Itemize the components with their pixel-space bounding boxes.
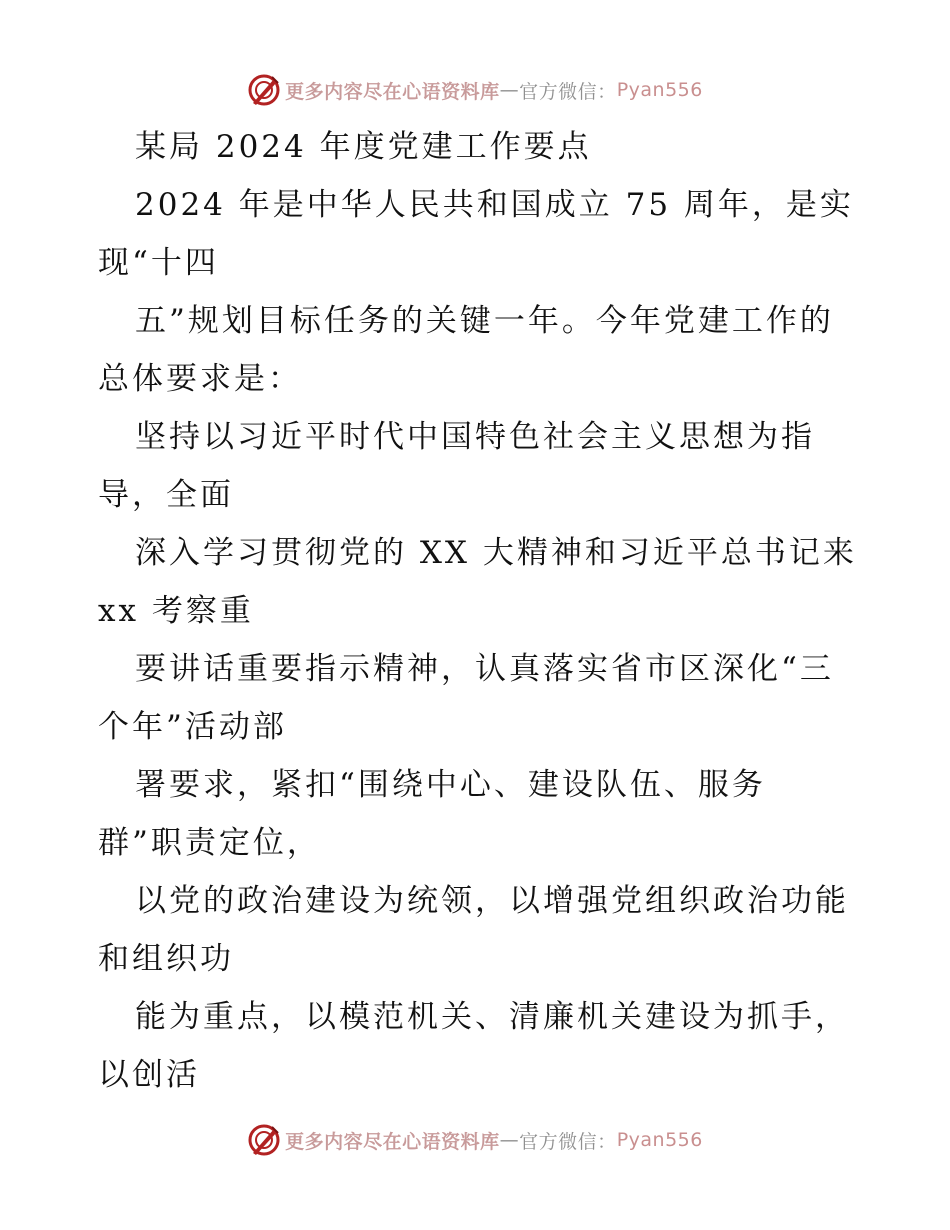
paragraph-line: 署要求，紧扣“围绕中心、建设队伍、服务 [135,767,766,803]
document-body [0,118,950,1104]
banner-site-name: 更多内容尽在心语资料库 [285,80,500,103]
paragraph-line: 以党的政治建设为统领，以增强党组织政治功能 [135,883,849,919]
paragraph-line: 群”职责定位， [98,825,321,861]
paragraph-line: 能为重点，以模范机关、清廉机关建设为抓手， [135,999,849,1035]
paragraph-line: 2024 年是中华人民共和国成立 75 周年，是实 [135,187,854,223]
banner-wechat-id: Pyan556 [616,1129,703,1151]
pen-seal-logo-icon [247,73,281,107]
paragraph-line: 个年”活动部 [98,709,287,745]
pen-seal-logo-icon [247,1123,281,1157]
banner-official-label: 官方微信： [519,80,617,103]
footer-watermark-banner [0,1120,950,1160]
paragraph-line: 深入学习贯彻党的 XX 大精神和习近平总书记来 [135,535,857,571]
banner-dash: — [499,79,520,101]
paragraph-line: 导，全面 [98,477,234,513]
paragraph-line: 要讲话重要指示精神，认真落实省市区深化“三 [135,651,834,687]
paragraph-line: 坚持以习近平时代中国特色社会主义思想为指 [135,419,815,455]
paragraph-line: 总体要求是： [98,361,302,397]
banner-site-name: 更多内容尽在心语资料库 [285,1130,500,1153]
banner-official-label: 官方微信： [519,1130,617,1153]
paragraph-line: xx 考察重 [98,593,254,629]
banner-dash: — [499,1129,520,1151]
paragraph-line: 现“十四 [98,245,219,281]
paragraph-line: 和组织功 [98,941,234,977]
paragraph-line: 五”规划目标任务的关键一年。今年党建工作的 [135,303,834,339]
banner-wechat-id: Pyan556 [616,79,703,101]
paragraph-line: 以创活 [98,1057,200,1093]
document-title: 某局 2024 年度党建工作要点 [135,129,592,165]
header-watermark-banner [0,70,950,110]
